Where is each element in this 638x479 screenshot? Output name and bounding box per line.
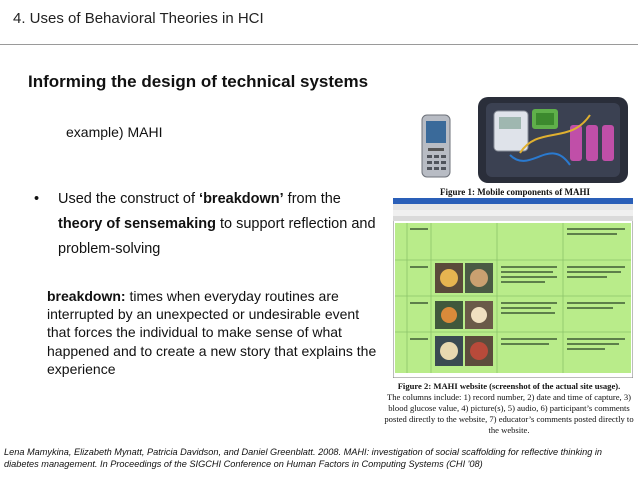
breakdown-definition [47, 287, 377, 378]
definition-term: breakdown: [47, 288, 126, 304]
figure1-caption: Figure 1: Mobile components of MAHI [439, 187, 591, 197]
bullet-text-part: from the [283, 191, 341, 207]
slide-heading: Informing the design of technical systems [28, 72, 369, 91]
example-label: example) MAHI [66, 124, 163, 140]
figure2-caption-title: Figure 2: MAHI website (screenshot of the actual site usage). [397, 381, 621, 391]
slide-header: 4. Uses of Behavioral Theories in HCI [13, 10, 264, 27]
breakdown-term: ‘breakdown’ [199, 191, 284, 207]
header-divider [0, 44, 638, 45]
mahi-website-screenshot [393, 198, 633, 378]
figure2-caption-body: The columns include: 1) record number, 2) date and time of capture, 3) blood glucose value, 4) picture(s), 5) audio, 6) participant’s comments posted directly to the website, 7) educator’s comments posted directly to the website. [384, 392, 634, 435]
bullet-dot-icon: • [34, 191, 40, 207]
reference-citation: Lena Mamykina, Elizabeth Mynatt, Patricia Davidson, and Daniel Greenblatt. 2008. MAHI: investigation of social scaffolding for reflective thinking in diabetes management. In Proceedings of the SIGCHI Conference on Human Factors in Computing Systems (CHI '08) [4, 447, 603, 469]
glucose-kit-case-icon [478, 97, 628, 183]
sensemaking-term: theory of sensemaking [58, 216, 216, 232]
mahi-devices-photo [420, 95, 630, 185]
figure2-caption [384, 381, 634, 436]
bullet-text-part: to support reflection and problem-solving [58, 216, 376, 257]
bullet-text [58, 187, 378, 262]
phone-icon [422, 115, 450, 177]
definition-text: times when everyday routines are interrupted by an unexpected or undesirable event that forces the individual to make sense of what happened and to create a new story that explains the experience [47, 288, 377, 377]
bullet-text-part: Used the construct of [58, 191, 200, 207]
